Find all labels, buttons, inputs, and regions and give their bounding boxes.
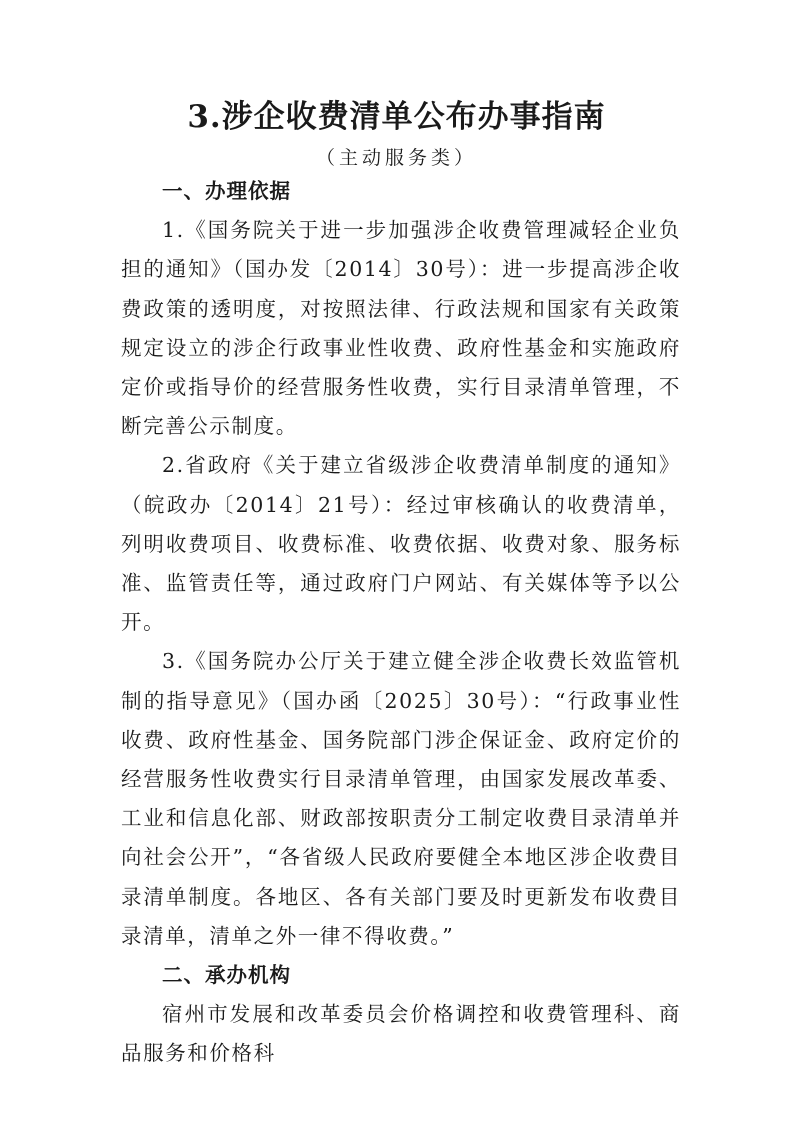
document-subtitle: （主动服务类） [315,147,477,169]
section-heading-basis: 一、办理依据 [162,179,291,203]
document-title: 3.涉企收费清单公布办事指南 [187,99,606,135]
section-heading-agency: 二、承办机构 [162,963,291,988]
paragraph-agency: 宿州市发展和改革委员会价格调控和收费管理科、商品服务和价格科 [121,1002,681,1066]
paragraph-basis-2: 2.省政府《关于建立省级涉企收费清单制度的通知》（皖政办〔2014〕21号）：经过审核确认的收费清单，列明收费项目、收费标准、收费依据、收费对象、服务标准、监管责任等，通过政府门户网站、有关媒体等予以公开。 [121,453,681,635]
document-body [121,172,681,1074]
paragraph-basis-3: 3.《国务院办公厅关于建立健全涉企收费长效监管机制的指导意见》（国办函〔2025〕30号）：“行政事业性收费、政府性基金、国务院部门涉企保证金、政府定价的经营服务性收费实行目录清单管理，由国家发展改革委、工业和信息化部、财政部按职责分工制定收费目录清单并向社会公开”，“各省级人民政府要健全本地区涉企收费目录清单制度。各地区、各有关部门要及时更新发布收费目录清单，清单之外一律不得收费。” [121,649,681,948]
paragraph-basis-1: 1.《国务院关于进一步加强涉企收费管理减轻企业负担的通知》（国办发〔2014〕30号）：进一步提高涉企收费政策的透明度，对按照法律、行政法规和国家有关政策规定设立的涉企行政事业性收费、政府性基金和实施政府定价或指导价的经营服务性收费，实行目录清单管理，不断完善公示制度。 [121,218,681,439]
